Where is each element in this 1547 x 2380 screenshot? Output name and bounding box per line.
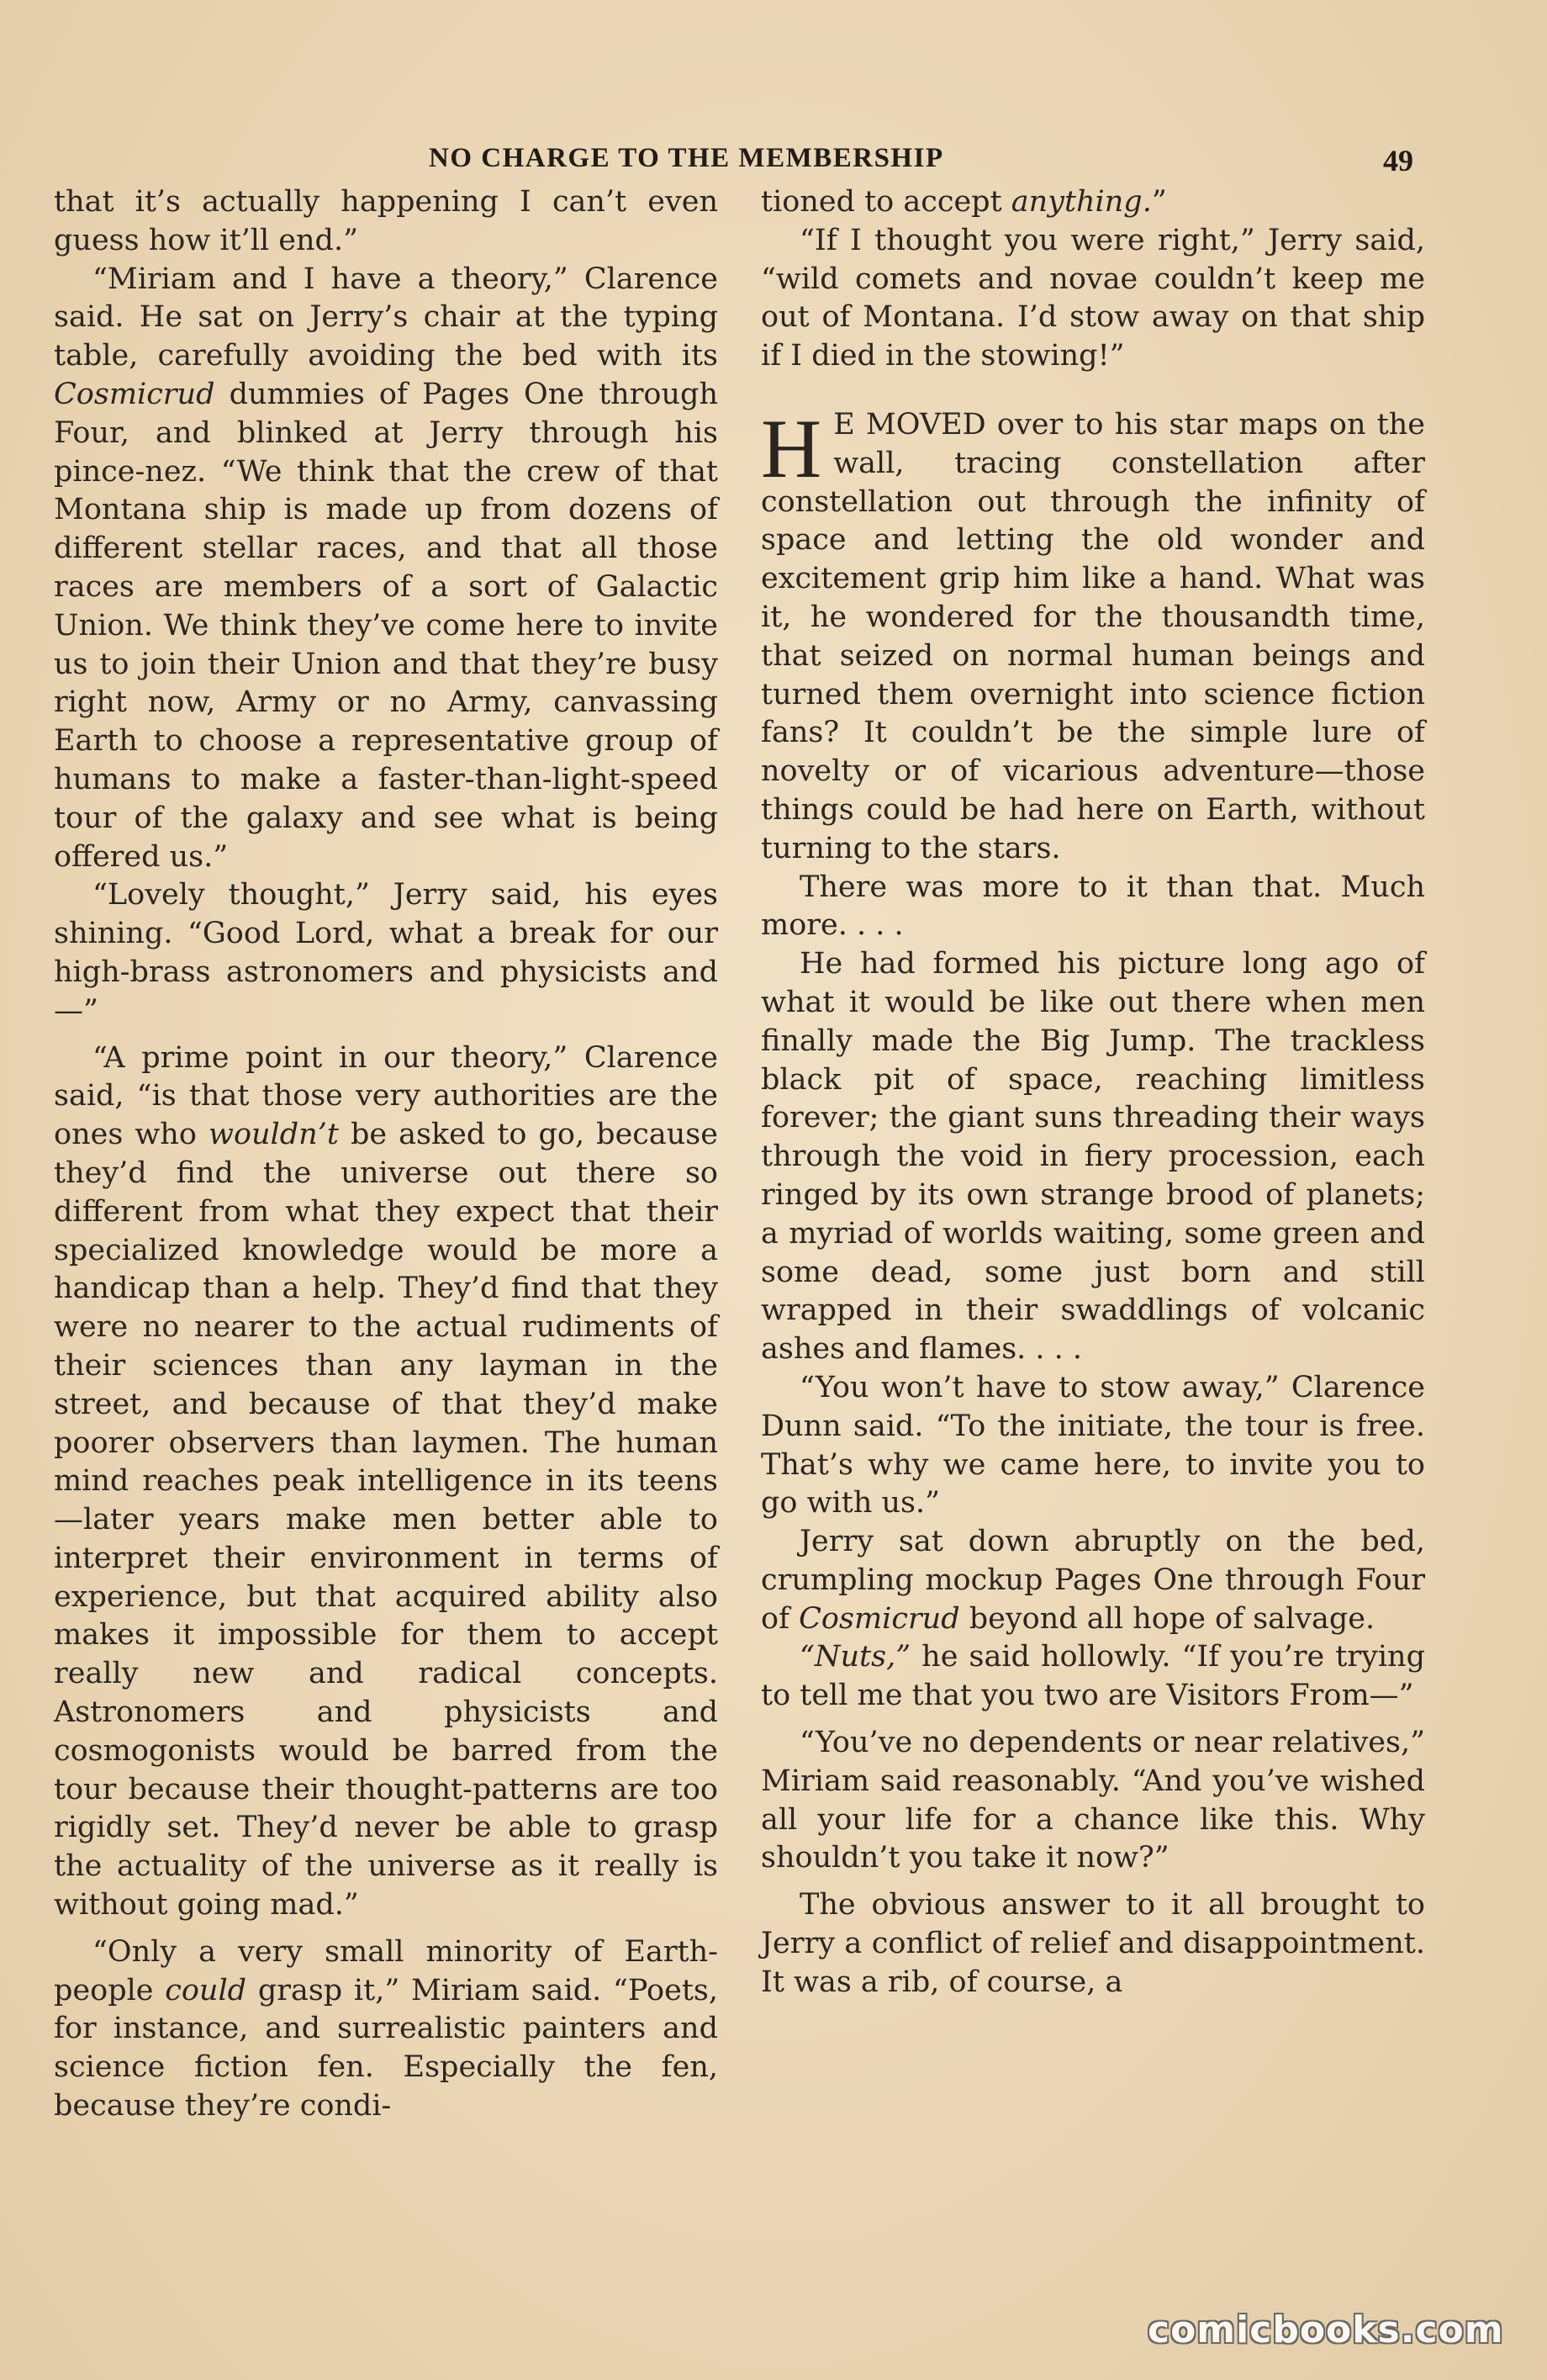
- text-run: Jerry sat down abruptly on the bed, crumpling mockup Pages One through Four of: [761, 1525, 1425, 1636]
- text-run: There was more to it than that. Much more. . . .: [761, 870, 1425, 943]
- paragraph: [761, 1369, 1425, 1523]
- drop-cap: H: [761, 401, 822, 495]
- left-text-column: [54, 183, 718, 2235]
- paragraph: [54, 261, 718, 877]
- paragraph: [761, 869, 1425, 946]
- italic-text: could: [165, 1973, 247, 2007]
- page-number: 49: [1383, 144, 1413, 177]
- text-run: “Lovely thought,” Jerry said, his eyes shining. “Good Lord, what a break for our high-brass astronomers and physicists and—”: [54, 878, 718, 1028]
- italic-text: “Nuts,”: [800, 1640, 911, 1674]
- text-run: “You’ve no dependents or near relatives,” Miriam said reasonably. “And you’ve wished all your life for a chance like this. Why shouldn’t you take it now?”: [761, 1726, 1425, 1875]
- paragraph: [54, 183, 718, 261]
- text-run: ”: [1151, 185, 1167, 219]
- italic-text: wouldn’t: [208, 1118, 339, 1152]
- text-run: he said hollowly. “If you’re trying to tell me that you two are Visitors From—”: [761, 1640, 1425, 1713]
- text-run: “Only a very small minority of Earth-people: [54, 1934, 718, 2007]
- paragraph: [761, 1638, 1425, 1716]
- text-run: E MOVED over to his star maps on the wall, tracing constellation after constellation out through the infinity of space and letting the old wonder and excitement grip him like a hand. What was it, he wondered for the thousandth time, that seized on normal human beings and turned them overnight into science fiction fans? It couldn’t be the simple lure of novelty or of vicarious adventure—those things could be had here on Earth, without turning to the stars.: [761, 407, 1425, 865]
- right-text-column: [761, 183, 1425, 2235]
- text-run: be asked to go, because they’d find the universe out there so different from what they expect that their specialized knowledge would be more a handicap than a help. They’d find that they were no nearer to the actual rudiments of their sciences than any layman in the street, and because of that they’d make poorer observers than laymen. The human mind reaches peak intelligence in its teens—later years make men better able to interpret their environment in terms of experience, but that acquired ability also makes it impossible for them to accept really new and radical concepts. Astronomers and physicists and cosmogonists would be barred from the tour because their thought-patterns are too rigidly set. They’d never be able to grasp the actuality of the universe as it really is without going mad.”: [54, 1118, 718, 1923]
- text-run: “A prime point in our theory,” Clarence said, “is that those very authorities are the ones who: [54, 1040, 718, 1152]
- italic-text: Cosmicrud: [54, 377, 215, 411]
- italic-text: Cosmicrud: [799, 1601, 960, 1636]
- text-run: “Miriam and I have a theory,” Clarence said. He sat on Jerry’s chair at the typing table, carefully avoiding the bed with its: [54, 262, 718, 373]
- text-run: dummies of Pages One through Four, and blinked at Jerry through his pince-nez. “We think that the crew of that Montana ship is made up from dozens of different stellar races, and that all those races are members of a sort of Galactic Union. We think they’ve come here to invite us to join their Union and that they’re busy right now, Army or no Army, canvassing Earth to choose a representative group of humans to make a faster-than-light-speed tour of the galaxy and see what is being offered us.”: [54, 377, 718, 874]
- text-run: “If I thought you were right,” Jerry said, “wild comets and novae couldn’t keep me out of Montana. I’d stow away on that ship if I died in the stowing!”: [761, 223, 1425, 373]
- text-run: The obvious answer to it all brought to Jerry a conflict of relief and disappointment. It was a rib, of course, a: [761, 1888, 1425, 1999]
- paragraph: [761, 1886, 1425, 2002]
- page-header: [0, 143, 1547, 180]
- paragraph: [54, 876, 718, 1030]
- text-run: tioned to accept: [761, 185, 1011, 219]
- watermark: comicbooks.com: [1148, 2309, 1504, 2351]
- italic-text: anything.: [1011, 185, 1152, 219]
- text-run: He had formed his picture long ago of what it would be like out there when men finally made the Big Jump. The trackless black pit of space, reaching limitless forever; the giant suns threading their ways through the void in fiery procession, each ringed by its own strange brood of planets; a myriad of worlds waiting, some green and some dead, some just born and still wrapped in their swaddlings of volcanic ashes and flames. . . .: [761, 947, 1425, 1367]
- paragraph: [761, 222, 1425, 376]
- text-run: “You won’t have to stow away,” Clarence Dunn said. “To the initiate, the tour is free. That’s why we came here, to invite you to go with us.”: [761, 1370, 1425, 1521]
- text-run: grasp it,” Miriam said. “Poets, for instance, and surrealistic painters and science fiction fen. Especially the fen, because they’re condi-: [54, 1973, 718, 2123]
- text-run: that it’s actually happening I can’t even guess how it’ll end.”: [54, 185, 718, 257]
- paragraph: [761, 401, 1425, 869]
- paragraph: [761, 1724, 1425, 1878]
- paragraph: [54, 1933, 718, 2126]
- paragraph: [54, 1039, 718, 1925]
- paragraph: [761, 945, 1425, 1369]
- paragraph: [761, 183, 1425, 222]
- text-run: beyond all hope of salvage.: [959, 1601, 1375, 1636]
- paragraph: [761, 1523, 1425, 1638]
- running-head: NO CHARGE TO THE MEMBERSHIP: [429, 143, 944, 173]
